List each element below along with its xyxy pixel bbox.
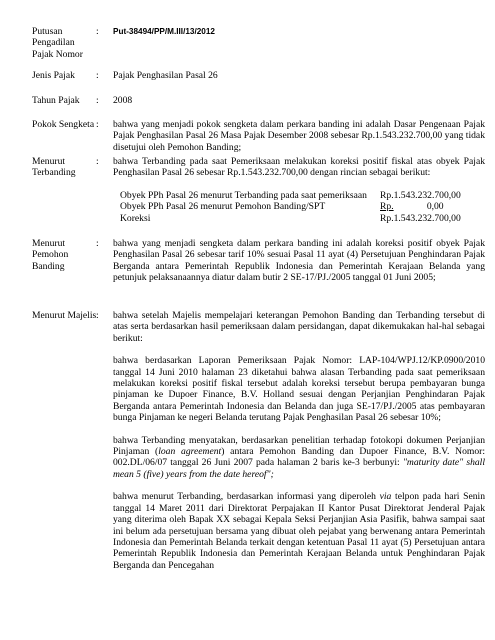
- koreksi-table: [120, 190, 461, 224]
- value-pokok-sengketa: bahwa yang menjadi pokok sengketa dalam perkara banding ini adalah Dasar Pengenaan Pajak Pajak Penghasilan Pasal 26 Masa Pajak Desember 2008 sebesar Rp.1.543.232.700,00 yang tidak disetujui oleh Pemohon Banding;: [113, 119, 485, 153]
- colon: :: [96, 310, 99, 321]
- majelis-paragraph-4: [113, 491, 485, 571]
- koreksi-desc: Obyek PPh Pasal 26 menurut Pemohon Banding/SPT: [120, 201, 326, 213]
- p3-text-a: bahwa Terbanding menyatakan, berdasarkan penelitian terhadap fotokopi dokumen Perjanjian Pinjaman (: [113, 434, 485, 458]
- colon: :: [96, 26, 99, 37]
- table-row: [120, 213, 461, 224]
- label-tahun-pajak: Tahun Pajak: [32, 95, 80, 106]
- majelis-paragraph-2: bahwa berdasarkan Laporan Pemeriksaan Pajak Nomor: LAP-104/WPJ.12/KP.0900/2010 tanggal 14 Juni 2010 halaman 23 diketahui bahwa alasan Terbanding pada saat pemeriksaan melakukan koreksi positif fiskal tersebut adalah koreksi tersebut berupa pembayaran bunga pinjaman ke Dupoer Finance, B.V. Holland sesuai dengan Perjanjian Penghindaran Pajak Berganda antara Pemerintah Indonesia dan Belanda dan juga SE-17/PJ./2005 atas pembayaran bunga Pinjaman ke negeri Belanda terutang Pajak Penghasilan Pasal 26 sebesar 10%;: [113, 355, 485, 424]
- majelis-paragraph-1: bahwa setelah Majelis mempelajari keterangan Pemohon Banding dan Terbanding tersebut di atas serta berdasarkan hasil pemeriksaan dalam persidangan, dapat dikemukakan hal-hal sebagai berikut:: [113, 310, 485, 344]
- label-menurut-terbanding: Menurut Terbanding: [32, 156, 76, 179]
- p3-italic: loan agreement: [158, 446, 222, 458]
- amount-value: 0,00: [426, 201, 444, 213]
- value-menurut-terbanding: [113, 156, 485, 224]
- koreksi-amount: [378, 201, 461, 212]
- label-pokok-sengketa: Pokok Sengketa: [32, 119, 95, 130]
- colon: :: [96, 95, 99, 106]
- p3-text-b: ) antara Pemohon Banding dan Dupoer Finance, B.V. Nomor: 002.DL/06/07 tanggal 26 Juni 2007 pada halaman 2 baris ke-3 berbunyi:: [113, 446, 485, 469]
- p4-text-b: telpon pada hari Senin tanggal 14 Maret 2011 dari Direktorat Perpajakan II Kantor Pusat Direktorat Jenderal Pajak yang diterima oleh Bapak XX sebagai Kepala Seksi Perjanjian Asia Pasifik, bahwa sampai saat ini belum ada persetujuan bersama yang dibuat oleh pejabat yang berwenang antara Pemerintah Indonesia dan Pemerintah Belanda terkait dengan ketentuan Pasal 11 ayat (5) Persetujuan antara Pemerintah Republik Indonesia dan Pemerintah Kerajaan Belanda untuk Penghindaran Pajak Berganda dan Pencegahan: [113, 491, 485, 571]
- value-jenis-pajak: Pajak Penghasilan Pasal 26: [113, 70, 218, 81]
- colon: :: [96, 238, 99, 249]
- amount-prefix: Rp.: [380, 201, 394, 213]
- majelis-paragraph-3: [113, 435, 485, 481]
- value-menurut-pemohon: bahwa yang menjadi sengketa dalam perkara banding ini adalah koreksi positif obyek Pajak Penghasilan Pasal 26 sebesar tarif 10% sesuai Pasal 11 ayat (4) Persetujuan Penghindaran Pajak Berganda antara Pemerintah Republik Indonesia dan Pemerintah Kerajaan Belanda yang petunjuk pelaksanaannya diatur dalam butir 2 SE-17/PJ./2005 tanggal 01 Juni 2005;: [113, 238, 485, 284]
- colon: :: [96, 156, 99, 167]
- p3-quote: "maturity date" shall mean 5 (five) years from the date hereof";: [113, 457, 485, 480]
- p4-text-a: bahwa menurut Terbanding, berdasarkan informasi yang diperoleh: [113, 491, 380, 503]
- koreksi-amount: Rp.1.543.232.700,00: [380, 212, 461, 224]
- koreksi-desc: Obyek PPh Pasal 26 menurut Terbanding pada saat pemeriksaan: [120, 189, 367, 201]
- table-row: [120, 190, 461, 201]
- colon: :: [96, 119, 99, 130]
- colon: :: [96, 70, 99, 81]
- terbanding-text: bahwa Terbanding pada saat Pemeriksaan melakukan koreksi positif fiskal atas obyek Pajak Penghasilan Pasal 26 sebesar Rp.1.543.232.700,00 dengan rincian sebagai berikut:: [113, 156, 485, 179]
- value-menurut-majelis: [113, 310, 485, 582]
- koreksi-amount: Rp.1.543.232.700,00: [380, 189, 461, 201]
- label-menurut-majelis: Menurut Majelis: [32, 310, 97, 321]
- value-tahun-pajak: 2008: [113, 95, 133, 106]
- label-menurut-pemohon: Menurut Pemohon Banding: [32, 238, 69, 272]
- putusan-number: Put-38494/PP/M.III/13/2012: [113, 27, 215, 36]
- p4-italic: via: [379, 491, 392, 503]
- koreksi-desc: Koreksi: [120, 212, 151, 224]
- table-row: [120, 201, 461, 212]
- label-putusan: Putusan Pengadilan Pajak Nomor: [32, 26, 83, 60]
- label-jenis-pajak: Jenis Pajak: [32, 70, 75, 81]
